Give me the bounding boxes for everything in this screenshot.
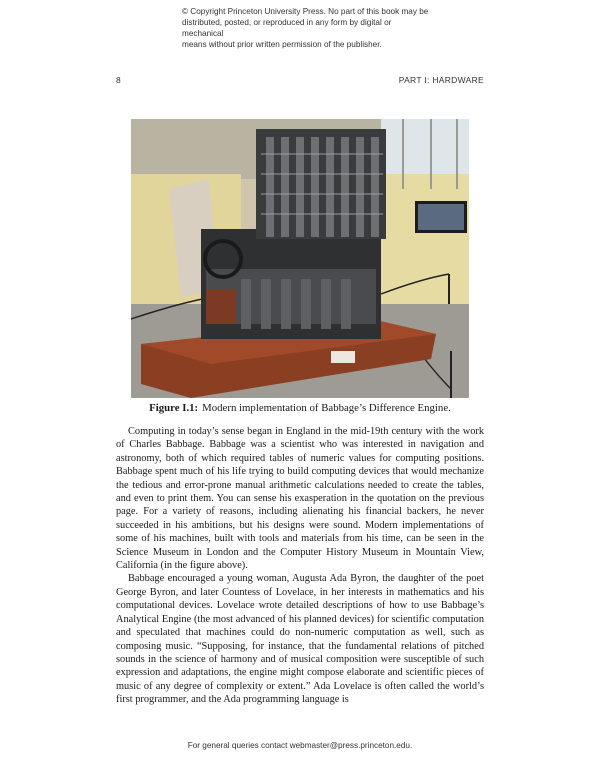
figure-caption	[116, 402, 484, 414]
figure-label: Figure I.1:	[149, 402, 199, 414]
copyright-line: © Copyright Princeton University Press. No part of this book may be	[182, 7, 429, 16]
running-head	[116, 75, 484, 85]
copyright-line: distributed, posted, or reproduced in any form by digital or mechanical	[182, 18, 392, 38]
figure-caption-text: Modern implementation of Babbage’s Difference Engine.	[202, 402, 451, 414]
copyright-line: means without prior written permission of the publisher.	[182, 40, 382, 49]
page-number: 8	[116, 75, 122, 85]
difference-engine-photo	[131, 119, 469, 398]
paragraph: Babbage encouraged a young woman, Augusta Ada Byron, the daughter of the poet George Byron, and later Countess of Lovelace, in her interests in mathematics and his computational devices. Lovelace wrote detailed descriptions of how to use Babbage’s Analytical Engine (the most advanced of his planned devices) for scientific computation and speculated that machines could do non-numeric computation as well, such as composing music. “Supposing, for instance, that the fundamental relations of pitched sounds in the science of harmony and of musical composition were susceptible of such expression and adaptations, the engine might compose elaborate and scientific pieces of music of any degree of complexity or extent.” Ada Lovelace is often called the world’s first programmer, and the Ada programming language is	[116, 573, 484, 706]
copyright-notice	[182, 6, 432, 50]
paragraph: Computing in today’s sense began in England in the mid-19th century with the work of Charles Babbage. Babbage was a scientist who was interested in navigation and astronomy, both of which required tables of numeric values for computing positions. Babbage spent much of his life trying to build computing devices that would mechanize the tedious and error-prone manual arithmetic calculations needed to create the tables, and even to print them. You can sense his exasperation in the quotation on the previous page. For a variety of reasons, including alienating his financial backers, he never succeeded in his ambitions, but his designs were sound. Modern implementations of some of his machines, built with tools and materials from his time, can be seen in the Science Museum in London and the Computer History Museum in Mountain View, California (in the figure above).	[116, 426, 484, 572]
section-title: PART I: HARDWARE	[398, 75, 484, 85]
figure-photo	[131, 119, 469, 398]
body-text	[116, 425, 484, 707]
footer-contact: For general queries contact webmaster@press.princeton.edu.	[187, 741, 413, 750]
